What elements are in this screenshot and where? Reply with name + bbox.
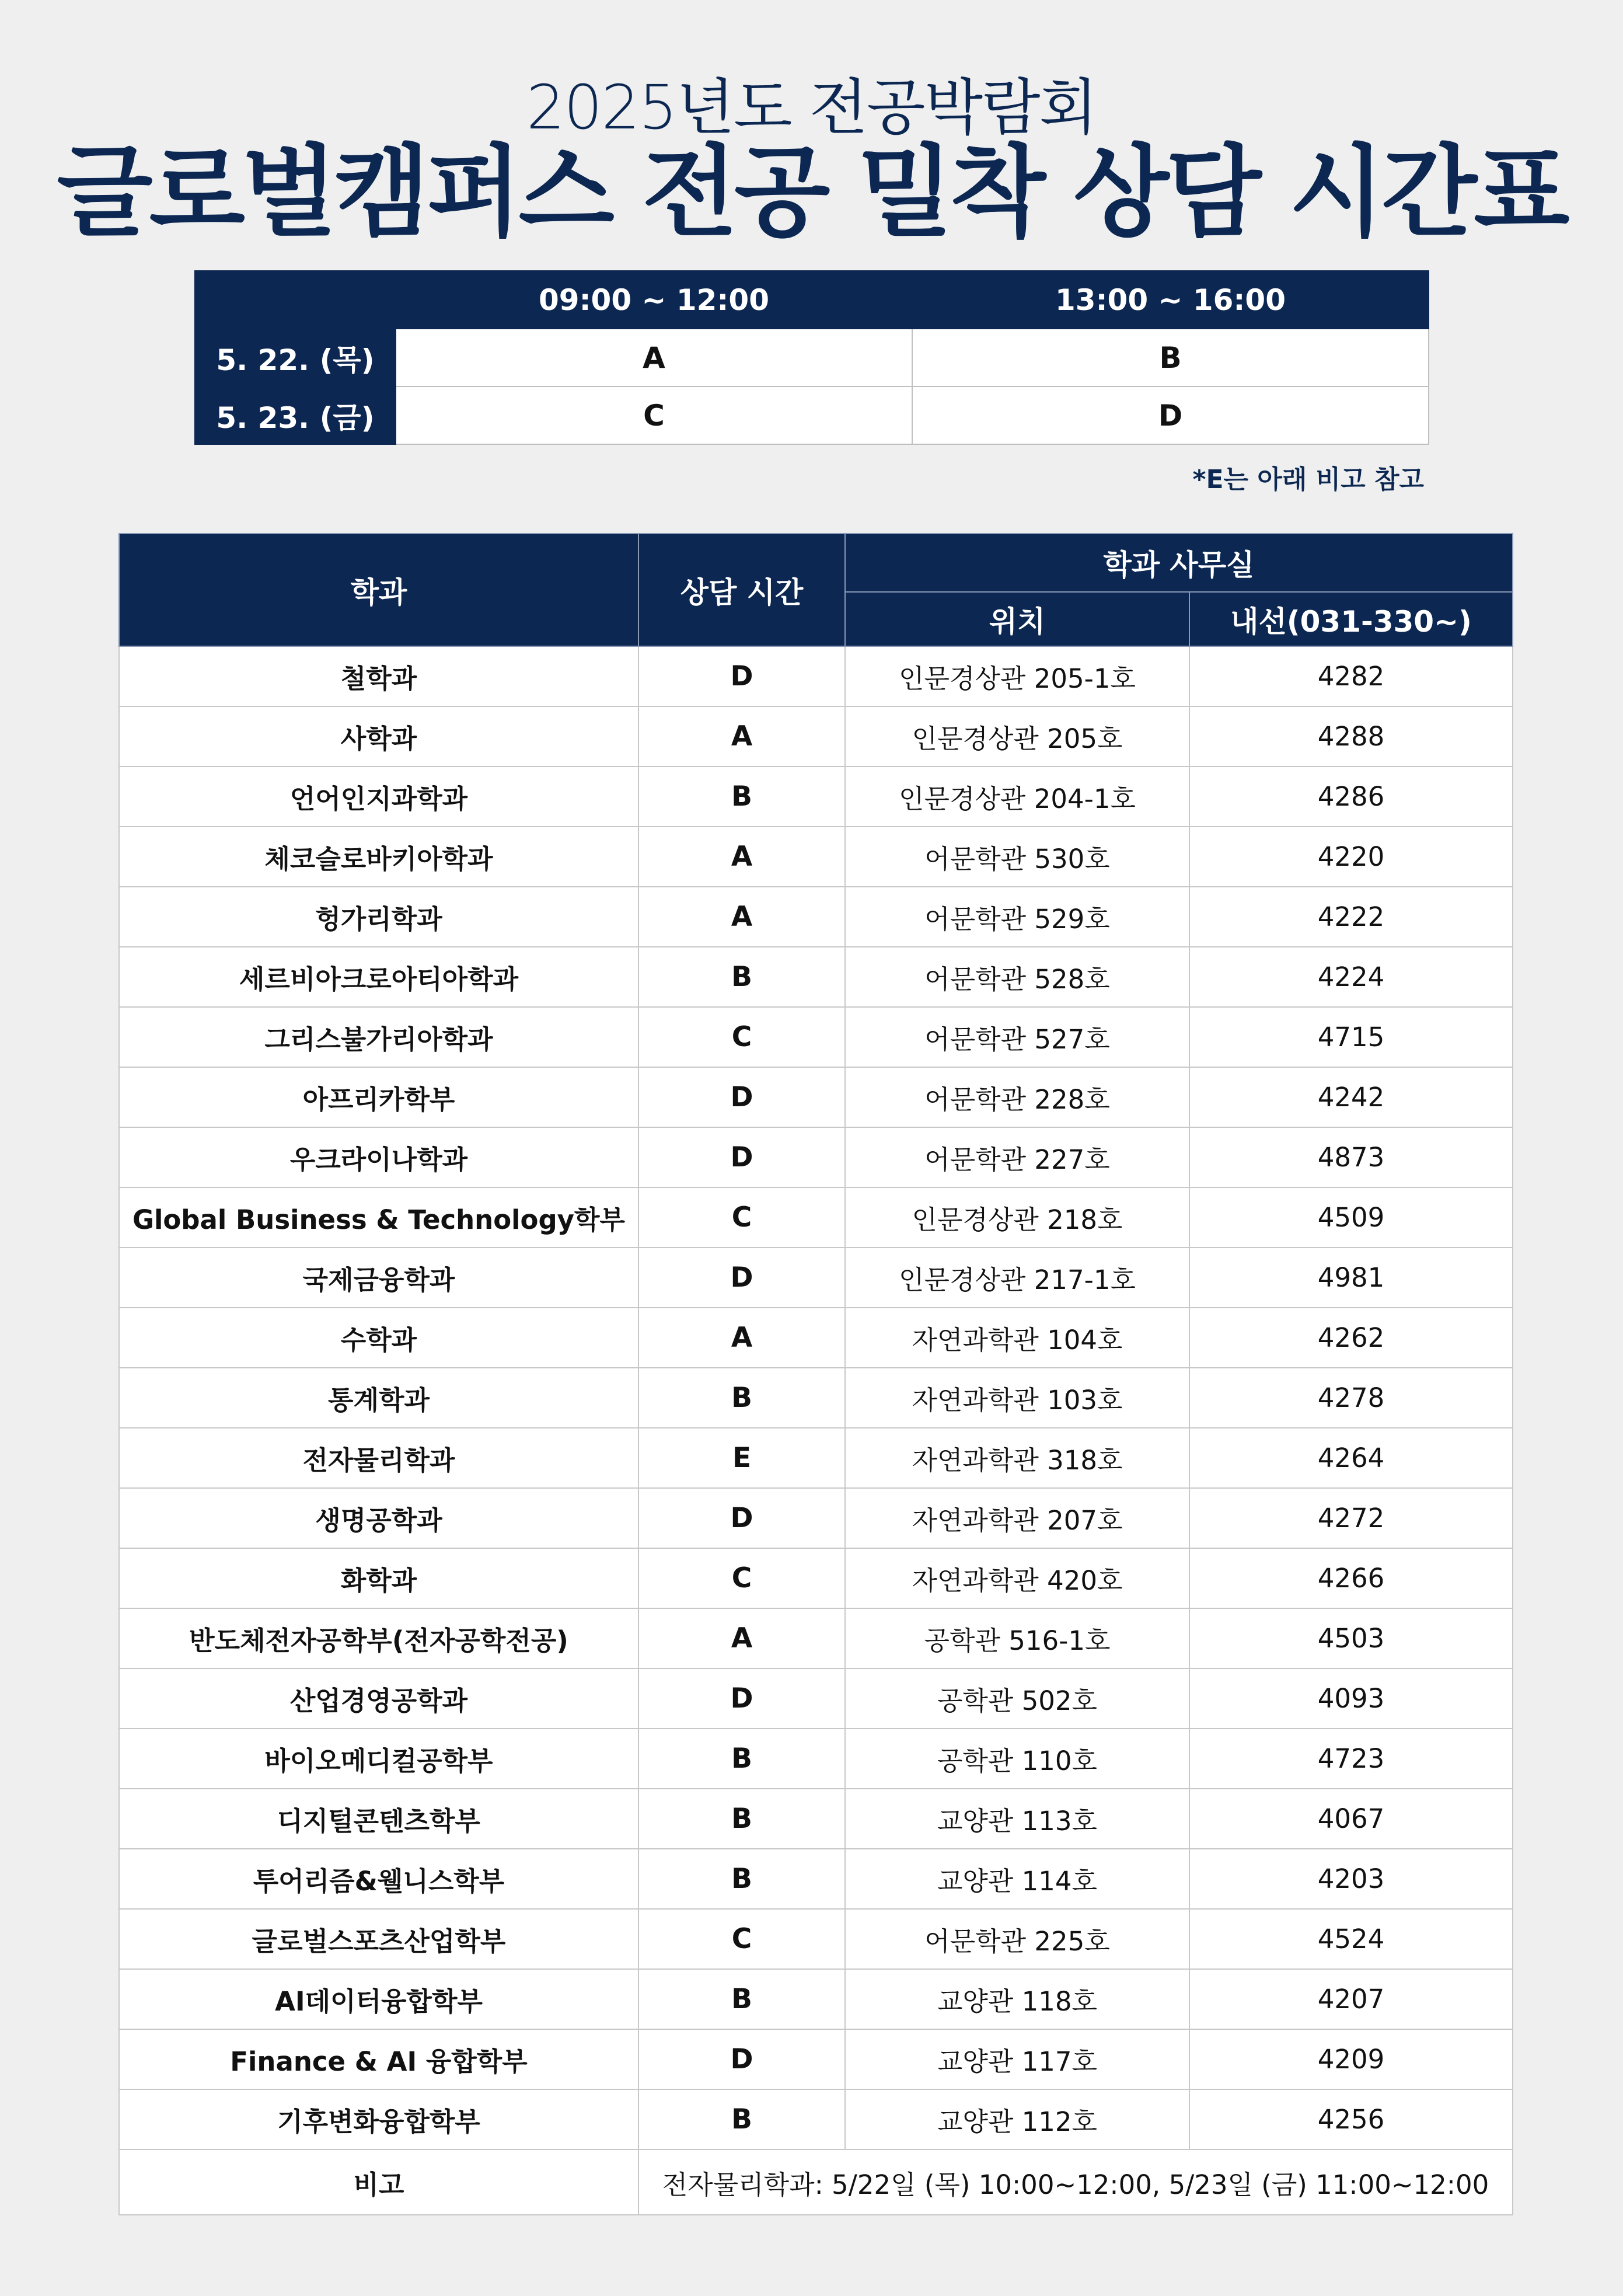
- consult-slot: A: [638, 887, 845, 947]
- office-extension: 4207: [1189, 1969, 1513, 2029]
- header-dept: 학과: [119, 534, 638, 646]
- office-extension: 4222: [1189, 887, 1513, 947]
- department-name: 전자물리학과: [119, 1428, 638, 1488]
- table-row: [119, 1067, 1513, 1127]
- office-location: 공학관 516-1호: [845, 1608, 1189, 1668]
- table-row: [119, 1729, 1513, 1789]
- department-name: 글로벌스포츠산업학부: [119, 1909, 638, 1969]
- office-extension: 4224: [1189, 947, 1513, 1007]
- remark-row: [119, 2149, 1513, 2215]
- office-location: 자연과학관 318호: [845, 1428, 1189, 1488]
- office-extension: 4286: [1189, 767, 1513, 827]
- office-extension: 4282: [1189, 646, 1513, 706]
- office-extension: 4524: [1189, 1909, 1513, 1969]
- table-row: [119, 947, 1513, 1007]
- department-name: 언어인지과학과: [119, 767, 638, 827]
- consult-slot: C: [638, 1007, 845, 1067]
- office-extension: 4503: [1189, 1608, 1513, 1668]
- office-extension: 4873: [1189, 1127, 1513, 1187]
- office-location: 교양관 113호: [845, 1789, 1189, 1849]
- department-name: Finance & AI 융합학부: [119, 2029, 638, 2089]
- office-location: 어문학관 225호: [845, 1909, 1189, 1969]
- department-name: Global Business & Technology학부: [119, 1187, 638, 1248]
- office-location: 공학관 110호: [845, 1729, 1189, 1789]
- office-extension: 4509: [1189, 1187, 1513, 1248]
- schedule-header-afternoon: 13:00 ~ 16:00: [912, 271, 1429, 329]
- schedule-corner: [195, 271, 396, 329]
- consult-slot: B: [638, 1789, 845, 1849]
- office-location: 인문경상관 217-1호: [845, 1248, 1189, 1308]
- consult-slot: D: [638, 1668, 845, 1729]
- table-row: [119, 646, 1513, 706]
- department-name: 화학과: [119, 1548, 638, 1608]
- table-row: [119, 1969, 1513, 2029]
- department-name: 디지털콘텐츠학부: [119, 1789, 638, 1849]
- office-location: 어문학관 528호: [845, 947, 1189, 1007]
- department-name: AI데이터융합학부: [119, 1969, 638, 2029]
- department-name: 그리스불가리아학과: [119, 1007, 638, 1067]
- office-extension: 4220: [1189, 827, 1513, 887]
- table-row: [119, 1248, 1513, 1308]
- consult-slot: B: [638, 2089, 845, 2149]
- header-extension: 내선(031-330~): [1189, 592, 1513, 646]
- office-location: 공학관 502호: [845, 1668, 1189, 1729]
- office-extension: 4067: [1189, 1789, 1513, 1849]
- table-row: [119, 827, 1513, 887]
- office-extension: 4262: [1189, 1308, 1513, 1368]
- table-row: [119, 1127, 1513, 1187]
- department-name: 철학과: [119, 646, 638, 706]
- consult-slot: C: [638, 1909, 845, 1969]
- table-row: [119, 1488, 1513, 1548]
- office-location: 자연과학관 420호: [845, 1548, 1189, 1608]
- schedule-row: [195, 329, 1429, 386]
- consult-slot: B: [638, 1368, 845, 1428]
- table-row: [119, 1368, 1513, 1428]
- table-row: [119, 1428, 1513, 1488]
- table-row: [119, 1548, 1513, 1608]
- office-location: 인문경상관 218호: [845, 1187, 1189, 1248]
- table-row: [119, 1849, 1513, 1909]
- office-location: 교양관 117호: [845, 2029, 1189, 2089]
- office-extension: 4264: [1189, 1428, 1513, 1488]
- event-subtitle: 2025년도 전공박람회: [526, 72, 1097, 143]
- table-row: [119, 1187, 1513, 1248]
- department-name: 세르비아크로아티아학과: [119, 947, 638, 1007]
- department-name: 체코슬로바키아학과: [119, 827, 638, 887]
- consult-slot: B: [638, 767, 845, 827]
- table-row: [119, 2029, 1513, 2089]
- office-location: 어문학관 227호: [845, 1127, 1189, 1187]
- schedule-slot: B: [912, 329, 1429, 386]
- page-title: 글로벌캠퍼스 전공 밀착 상담 시간표: [57, 135, 1566, 250]
- table-row: [119, 767, 1513, 827]
- header-office: 학과 사무실: [845, 534, 1513, 592]
- office-location: 교양관 112호: [845, 2089, 1189, 2149]
- remark-label: 비고: [119, 2149, 638, 2215]
- office-extension: 4093: [1189, 1668, 1513, 1729]
- consult-slot: D: [638, 646, 845, 706]
- schedule-slot: D: [912, 386, 1429, 444]
- table-row: [119, 1308, 1513, 1368]
- department-name: 우크라이나학과: [119, 1127, 638, 1187]
- office-location: 인문경상관 204-1호: [845, 767, 1189, 827]
- schedule-header-morning: 09:00 ~ 12:00: [396, 271, 912, 329]
- table-row: [119, 1608, 1513, 1668]
- table-row: [119, 706, 1513, 767]
- consult-slot: B: [638, 947, 845, 1007]
- office-extension: 4723: [1189, 1729, 1513, 1789]
- consult-slot: A: [638, 706, 845, 767]
- office-location: 자연과학관 207호: [845, 1488, 1189, 1548]
- office-location: 어문학관 228호: [845, 1067, 1189, 1127]
- office-extension: 4242: [1189, 1067, 1513, 1127]
- table-row: [119, 887, 1513, 947]
- office-extension: 4272: [1189, 1488, 1513, 1548]
- consult-slot: C: [638, 1548, 845, 1608]
- office-extension: 4981: [1189, 1248, 1513, 1308]
- department-name: 생명공학과: [119, 1488, 638, 1548]
- department-table: [118, 533, 1513, 2215]
- consult-slot: C: [638, 1187, 845, 1248]
- office-extension: 4278: [1189, 1368, 1513, 1428]
- office-location: 교양관 118호: [845, 1969, 1189, 2029]
- consult-slot: D: [638, 2029, 845, 2089]
- department-name: 산업경영공학과: [119, 1668, 638, 1729]
- consult-slot: A: [638, 1608, 845, 1668]
- office-extension: 4288: [1189, 706, 1513, 767]
- consult-slot: A: [638, 827, 845, 887]
- office-location: 자연과학관 103호: [845, 1368, 1189, 1428]
- department-name: 기후변화융합학부: [119, 2089, 638, 2149]
- office-extension: 4256: [1189, 2089, 1513, 2149]
- department-name: 수학과: [119, 1308, 638, 1368]
- table-row: [119, 2089, 1513, 2149]
- office-extension: 4203: [1189, 1849, 1513, 1909]
- department-name: 사학과: [119, 706, 638, 767]
- consult-slot: E: [638, 1428, 845, 1488]
- schedule-slot: C: [396, 386, 912, 444]
- office-extension: 4715: [1189, 1007, 1513, 1067]
- schedule-slot: A: [396, 329, 912, 386]
- office-location: 인문경상관 205호: [845, 706, 1189, 767]
- schedule-table: [194, 270, 1429, 445]
- table-row: [119, 1909, 1513, 1969]
- consult-slot: D: [638, 1127, 845, 1187]
- table-row: [119, 1007, 1513, 1067]
- table-row: [119, 1668, 1513, 1729]
- consult-slot: A: [638, 1308, 845, 1368]
- office-location: 어문학관 529호: [845, 887, 1189, 947]
- department-name: 아프리카학부: [119, 1067, 638, 1127]
- office-extension: 4266: [1189, 1548, 1513, 1608]
- header-time: 상담 시간: [638, 534, 845, 646]
- consult-slot: D: [638, 1248, 845, 1308]
- consult-slot: D: [638, 1488, 845, 1548]
- office-location: 어문학관 527호: [845, 1007, 1189, 1067]
- consult-slot: B: [638, 1729, 845, 1789]
- department-name: 통계학과: [119, 1368, 638, 1428]
- office-location: 인문경상관 205-1호: [845, 646, 1189, 706]
- header-location: 위치: [845, 592, 1189, 646]
- schedule-note: *E는 아래 비고 참고: [1192, 465, 1424, 494]
- consult-slot: B: [638, 1969, 845, 2029]
- consult-slot: B: [638, 1849, 845, 1909]
- schedule-day: 5. 22. (목): [195, 329, 396, 386]
- remark-text: 전자물리학과: 5/22일 (목) 10:00~12:00, 5/23일 (금) 11:00~12:00: [638, 2149, 1513, 2215]
- department-name: 헝가리학과: [119, 887, 638, 947]
- consult-slot: D: [638, 1067, 845, 1127]
- schedule-row: [195, 386, 1429, 444]
- office-location: 어문학관 530호: [845, 827, 1189, 887]
- office-location: 자연과학관 104호: [845, 1308, 1189, 1368]
- department-name: 바이오메디컬공학부: [119, 1729, 638, 1789]
- office-location: 교양관 114호: [845, 1849, 1189, 1909]
- schedule-day: 5. 23. (금): [195, 386, 396, 444]
- table-row: [119, 1789, 1513, 1849]
- department-name: 투어리즘&웰니스학부: [119, 1849, 638, 1909]
- department-name: 국제금융학과: [119, 1248, 638, 1308]
- office-extension: 4209: [1189, 2029, 1513, 2089]
- department-name: 반도체전자공학부(전자공학전공): [119, 1608, 638, 1668]
